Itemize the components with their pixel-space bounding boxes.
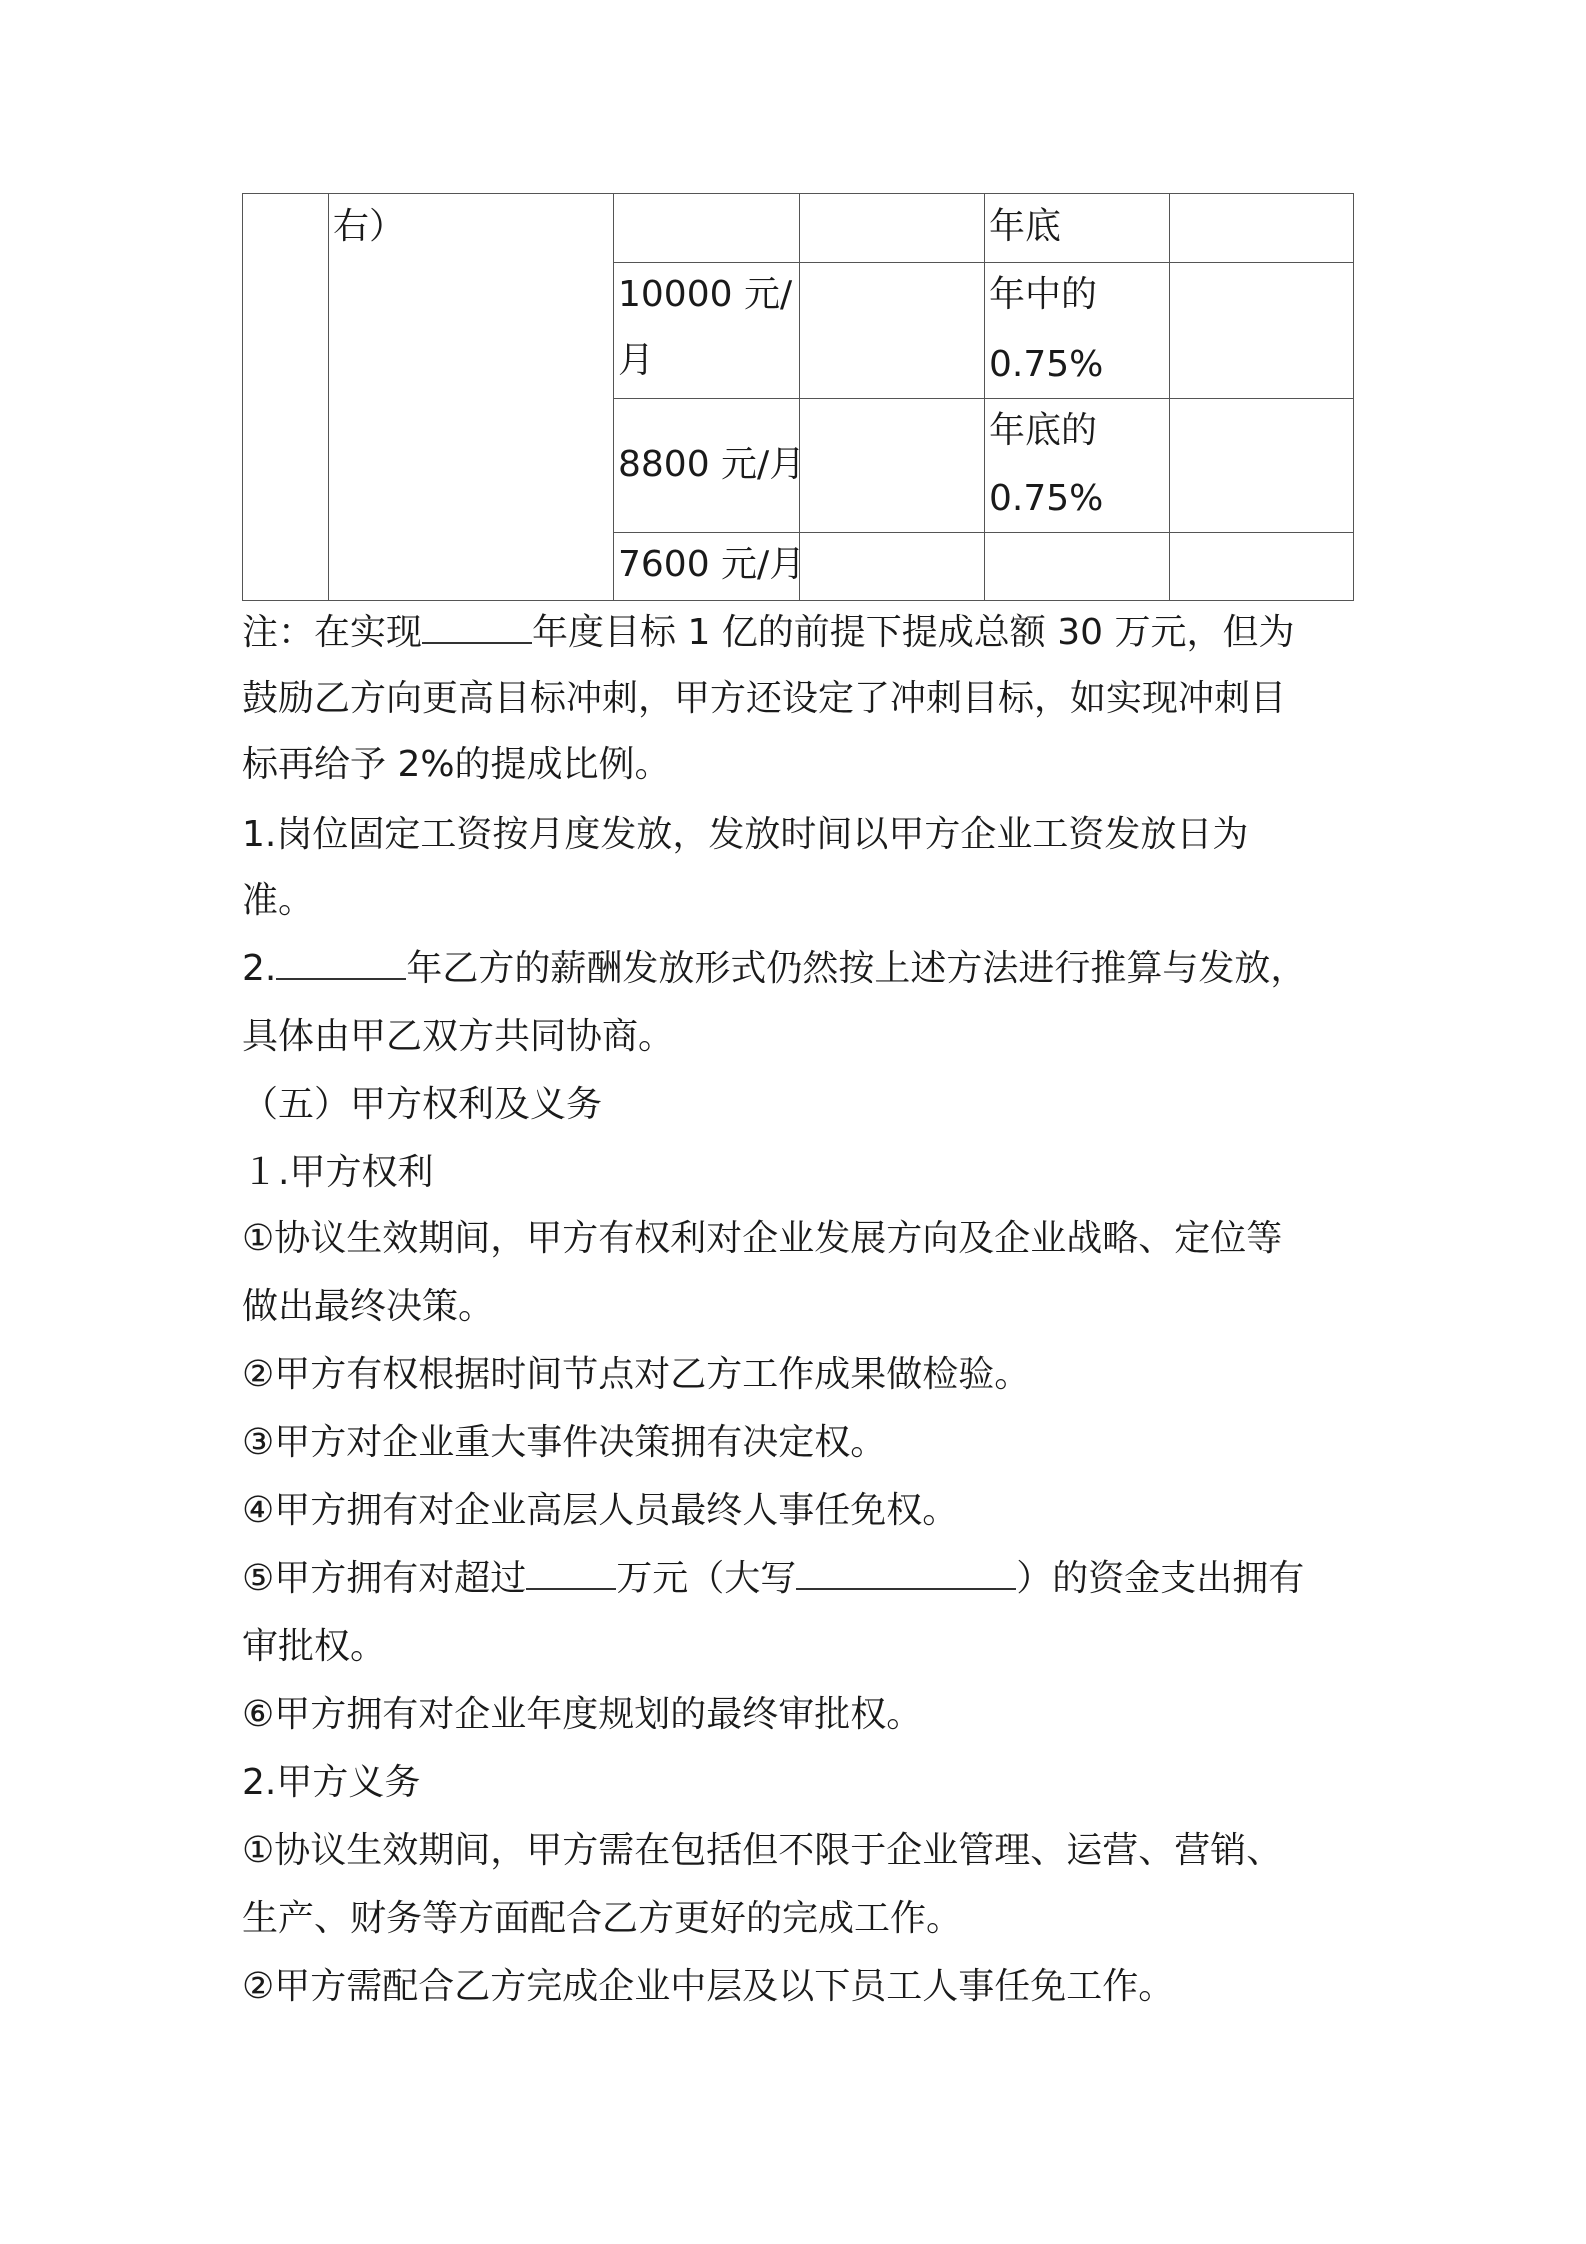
paragraph-line: ④甲方拥有对企业高层人员最终人事任免权。 bbox=[242, 1490, 959, 1531]
note-text: 注：在实现 bbox=[242, 612, 423, 653]
paragraph-line: ③甲方对企业重大事件决策拥有决定权。 bbox=[242, 1422, 887, 1463]
paragraph-text: 年乙方的薪酬发放形式仍然按上述方法进行推算与发放， bbox=[406, 948, 1307, 989]
subsection-title: 2.甲方义务 bbox=[242, 1762, 421, 1803]
table-cell: 7600 元/月 bbox=[618, 544, 806, 585]
paragraph-line: ⑥甲方拥有对企业年度规划的最终审批权。 bbox=[242, 1694, 923, 1735]
paragraph-line: 审批权。 bbox=[242, 1626, 387, 1667]
table-cell: 月 bbox=[618, 340, 655, 381]
fill-in-blank bbox=[422, 606, 532, 644]
paragraph-line: 做出最终决策。 bbox=[242, 1286, 495, 1327]
section-heading: （五）甲方权利及义务 bbox=[242, 1084, 603, 1125]
table-cell: 年底 bbox=[989, 206, 1062, 247]
table-col-divider bbox=[613, 194, 614, 600]
paragraph-line: ②甲方需配合乙方完成企业中层及以下员工人事任免工作。 bbox=[242, 1966, 1175, 2007]
salary-table bbox=[242, 193, 1354, 601]
paragraph-line: ②甲方有权根据时间节点对乙方工作成果做检验。 bbox=[242, 1354, 1031, 1395]
table-cell: 0.75% bbox=[989, 478, 1104, 519]
table-cell: 10000 元/ bbox=[618, 274, 793, 315]
table-cell: 右） bbox=[333, 206, 406, 247]
paragraph-line: ①协议生效期间，甲方需在包括但不限于企业管理、运营、营销、 bbox=[242, 1830, 1283, 1871]
table-row-divider bbox=[613, 398, 1353, 399]
paragraph-line: 具体由甲乙双方共同协商。 bbox=[242, 1016, 675, 1057]
paragraph-line: 准。 bbox=[242, 880, 315, 921]
note-line bbox=[242, 600, 1295, 666]
note-line: 标再给予 2%的提成比例。 bbox=[242, 744, 671, 785]
table-cell: 8800 元/月 bbox=[618, 444, 806, 485]
fill-in-blank bbox=[276, 942, 406, 980]
paragraph-line: 生产、财务等方面配合乙方更好的完成工作。 bbox=[242, 1898, 963, 1939]
subsection-title: １.甲方权利 bbox=[242, 1152, 434, 1193]
paragraph-text: 万元（大写 bbox=[616, 1558, 797, 1599]
table-cell: 年中的 bbox=[989, 274, 1098, 315]
fill-in-blank bbox=[796, 1552, 1016, 1590]
paragraph-text: 2. bbox=[242, 948, 277, 989]
paragraph-line bbox=[242, 936, 1306, 1002]
table-col-divider bbox=[328, 194, 329, 600]
paragraph-line: ①协议生效期间，甲方有权利对企业发展方向及企业战略、定位等 bbox=[242, 1218, 1283, 1259]
note-text: 年度目标 1 亿的前提下提成总额 30 万元，但为 bbox=[532, 612, 1295, 653]
paragraph-text: ）的资金支出拥有 bbox=[1016, 1558, 1305, 1599]
note-line: 鼓励乙方向更高目标冲刺，甲方还设定了冲刺目标，如实现冲刺目 bbox=[242, 678, 1287, 719]
table-cell: 年底的 bbox=[989, 410, 1098, 451]
table-cell: 0.75% bbox=[989, 344, 1104, 385]
paragraph-text: ⑤甲方拥有对超过 bbox=[242, 1558, 527, 1599]
paragraph-line bbox=[242, 1546, 1304, 1612]
fill-in-blank bbox=[526, 1552, 616, 1590]
table-col-divider bbox=[1169, 194, 1170, 600]
paragraph-line: 1.岗位固定工资按月度发放，发放时间以甲方企业工资发放日为 bbox=[242, 814, 1249, 855]
table-col-divider bbox=[984, 194, 985, 600]
